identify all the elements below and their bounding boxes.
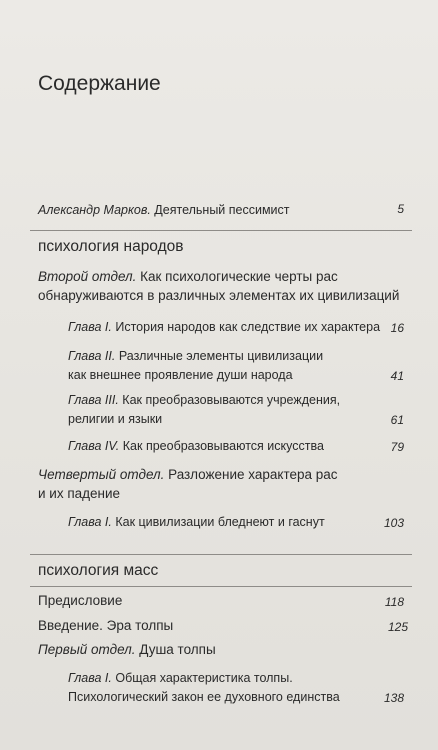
section-divider [30, 554, 412, 555]
chapter-label: Глава IV. [68, 439, 120, 453]
chapter-title-line2: религии и языки [68, 412, 163, 426]
part-title-line1: Как психологические черты рас [136, 269, 338, 284]
section-divider [30, 586, 412, 587]
entry-author: Александр Марков. [38, 203, 151, 217]
chapter-page: 16 [390, 321, 404, 335]
part-title-line1: Разложение характера рас [164, 467, 338, 482]
chapter-label: Глава III. [68, 393, 119, 407]
part-label: Четвертый отдел. [38, 467, 165, 482]
part-title-line2: обнаруживаются в различных элементах их цивилизаций [38, 288, 400, 303]
chapter-label: Глава II. [68, 349, 116, 363]
part-title: Душа толпы [135, 642, 216, 657]
section-divider [30, 230, 412, 231]
chapter-title-line1: Различные элементы цивилизации [115, 349, 324, 363]
chapter-page: 138 [383, 691, 404, 705]
part-label: Второй отдел. [38, 269, 137, 284]
chapter-label: Глава I. [68, 671, 112, 685]
chapter-title-line2: как внешнее проявление души народа [68, 368, 293, 382]
entry-title: Деятельный пессимист [150, 203, 290, 217]
entry-page: 125 [387, 620, 408, 634]
chapter-page: 79 [390, 440, 404, 454]
chapter-page: 103 [383, 516, 404, 530]
section-heading-psychology-of-peoples: психология народов [38, 238, 184, 255]
chapter-title: Как преобразовываются искусства [119, 439, 324, 453]
chapter-title: История народов как следствие их характера [111, 320, 381, 334]
part-title-line2: и их падение [38, 486, 121, 501]
entry-page: 118 [384, 595, 404, 609]
entry-title: Введение. Эра толпы [38, 618, 174, 633]
chapter-label: Глава I. [68, 515, 112, 529]
chapter-label: Глава I. [68, 320, 112, 334]
chapter-page: 61 [390, 413, 404, 427]
page-title: Содержание [38, 72, 161, 95]
entry-title: Предисловие [38, 593, 123, 608]
chapter-title: Как цивилизации бледнеют и гаснут [111, 515, 325, 529]
chapter-page: 41 [390, 369, 404, 383]
chapter-title-line1: Общая характеристика толпы. [111, 671, 293, 685]
section-heading-psychology-of-masses: психология масс [38, 562, 159, 579]
chapter-title-line1: Как преобразовываются учреждения, [118, 393, 341, 407]
entry-page: 5 [397, 202, 404, 216]
part-label: Первый отдел. [38, 642, 136, 657]
chapter-title-line2: Психологический закон ее духовного единства [68, 690, 340, 704]
